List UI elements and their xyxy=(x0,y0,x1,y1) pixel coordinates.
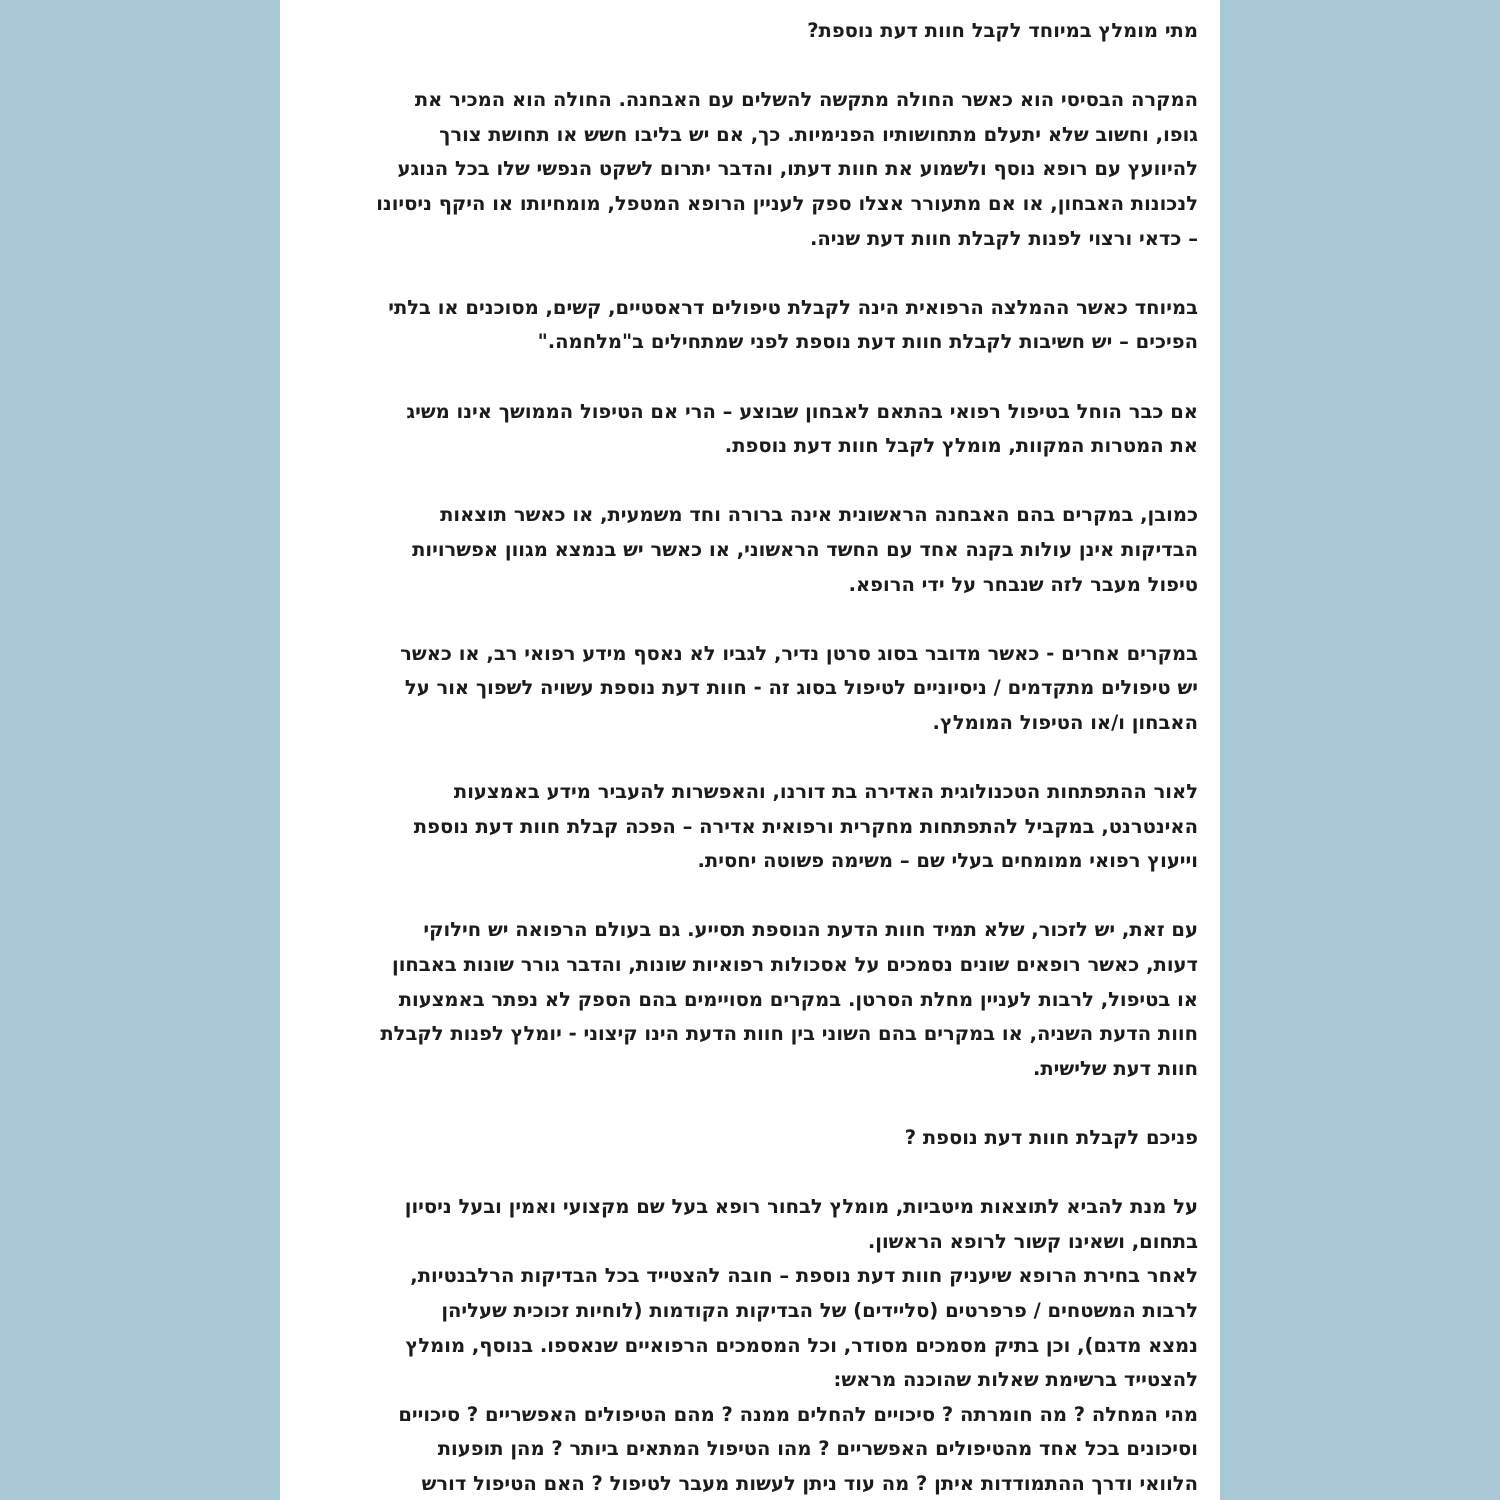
text-line: גופו, וחשוב שלא יתעלם מתחושותיו הפנימיות. כך, אם יש בליבו חשש או תחושת צורך xyxy=(439,122,1198,146)
text-line: במיוחד כאשר ההמלצה הרפואית הינה לקבלת טיפולים דראסטיים, קשים, מסוכנים או בלתי xyxy=(388,295,1198,319)
text-line: לאור ההתפתחות הטכנולוגית האדירה בת דורנו, והאפשרות להעביר מידע באמצעות xyxy=(453,780,1198,804)
section-heading-when-recommended: מתי מומלץ במיוחד לקבל חוות דעת נוספת? xyxy=(807,19,1198,42)
paragraph-gap xyxy=(302,49,1198,84)
text-line: נמצא מדגם), וכן בתיק מסמכים מסודר, וכל המסמכים הרפואיים שנאספו. בנוסף, מומלץ xyxy=(405,1333,1198,1357)
text-line: וייעוץ רפואי ממומחים בעלי שם – משימה פשוטה יחסית. xyxy=(697,849,1198,873)
text-line: טיפול מעבר לזה שנבחר על ידי הרופא. xyxy=(848,572,1198,596)
text-line: האינטרנט, במקביל להתפתחות מחקרית ורפואית אדירה – הפכה קבלת חוות דעת נוספת xyxy=(413,814,1198,838)
paragraph-technology xyxy=(302,775,1198,879)
text-line: מהי המחלה ? מה חומרתה ? סיכויים להחלים ממנה ? מהם הטיפולים האפשריים ? סיכויים xyxy=(398,1402,1198,1426)
text-line: להיוועץ עם רופא נוסף ולשמוע את חוות דעתו, והדבר יתרום לשקט הנפשי שלו בכל הנוגע xyxy=(397,157,1198,181)
paragraph-gap xyxy=(302,360,1198,395)
paragraph-gap xyxy=(302,1156,1198,1191)
paragraph-gap xyxy=(302,740,1198,775)
text-line: יש טיפולים מתקדמים / ניסיוניים לטיפול בסוג זה - חוות דעת נוספת עשויה לשפוך אור על xyxy=(404,676,1198,700)
paragraph-basic-case xyxy=(302,83,1198,256)
text-line: – כדאי ורצוי לפנות לקבלת חוות דעת שניה. xyxy=(809,226,1198,250)
paragraph-ongoing-treatment xyxy=(302,395,1198,464)
text-line: בתחום, ושאינו קשור לרופא הראשון. xyxy=(867,1229,1198,1253)
paragraph-gap xyxy=(302,602,1198,637)
text-line: להצטייד ברשימת שאלות שהוכנה מראש: xyxy=(833,1368,1198,1392)
scanned-page xyxy=(280,0,1220,1500)
paragraph-unclear-diagnosis xyxy=(302,498,1198,602)
text-line: חוות דעת שלישית. xyxy=(1032,1056,1198,1080)
text-line: וסיכונים בכל אחד מהטיפולים האפשריים ? מהו הטיפול המתאים ביותר ? מהן תופעות xyxy=(437,1437,1198,1461)
text-line: הבדיקות אינן עולות בקנה אחד עם החשד הראשוני, או כאשר יש בנמצא מגוון אפשרויות xyxy=(412,537,1198,561)
text-line: את המטרות המקוות, מומלץ לקבל חוות דעת נוספת. xyxy=(724,434,1198,458)
document-body xyxy=(280,14,1220,1500)
text-line: המקרה הבסיסי הוא כאשר החולה מתקשה להשלים עם האבחנה. החולה הוא המכיר את xyxy=(414,88,1198,112)
paragraph-choosing-doctor xyxy=(302,1190,1198,1500)
text-line: הפיכים – יש חשיבות לקבלת חוות דעת נוספת לפני שמתחילים ב"מלחמה." xyxy=(537,330,1198,354)
section-heading-how-to-apply: פניכם לקבלת חוות דעת נוספת ? xyxy=(904,1126,1198,1149)
paragraph-gap xyxy=(302,464,1198,499)
text-line: על מנת להביא לתוצאות מיטביות, מומלץ לבחור רופא בעל שם מקצועי ואמין ובעל ניסיון xyxy=(404,1195,1198,1219)
text-line: לנכונות האבחון, או אם מתעורר אצלו ספק לעניין הרופא המטפל, מומחיותו או היקף ניסיונו xyxy=(376,191,1198,215)
text-line: כמובן, במקרים בהם האבחנה הראשונית אינה ברורה וחד משמעית, או כאשר תוצאות xyxy=(440,503,1198,527)
text-line: או בטיפול, לרבות לעניין מחלת הסרטן. במקרים מסויימים בהם הספק לא נפתר באמצעות xyxy=(398,987,1198,1011)
paragraph-gap xyxy=(302,256,1198,291)
paragraph-gap xyxy=(302,1086,1198,1121)
text-line: האבחון ו/או הטיפול המומלץ. xyxy=(932,710,1198,734)
text-line: במקרים אחרים - כאשר מדובר בסוג סרטן נדיר, לגביו לא נאסף מידע רפואי רב, או כאשר xyxy=(400,641,1198,665)
text-line: לרבות המשטחים / פרפרטים (סליידים) של הבדיקות הקודמות (לוחיות זכוכית שעליהן xyxy=(441,1298,1198,1322)
text-line: עם זאת, יש לזכור, שלא תמיד חוות הדעת הנוספת תסייע. גם בעולם הרפואה יש חילוקי xyxy=(423,918,1198,942)
paragraph-drastic-treatments xyxy=(302,291,1198,360)
text-line: אם כבר הוחל בטיפול רפואי בהתאם לאבחון שבוצע – הרי אם הטיפול הממושך אינו משיג xyxy=(406,399,1198,423)
paragraph-gap xyxy=(302,879,1198,914)
text-line: הלוואי ודרך ההתמודדות איתן ? מה עוד ניתן לעשות מעבר לטיפול ? האם הטיפול דורש xyxy=(421,1471,1198,1495)
text-line: דעות, כאשר רופאים שונים נסמכים על אסכולות רפואיות שונות, והדבר גורר שונות באבחון xyxy=(392,953,1198,977)
text-line: חוות הדעת השניה, או במקרים בהם השוני בין חוות הדעת הינו קיצוני - יומלץ לפנות לקבלת xyxy=(380,1022,1198,1046)
paragraph-rare-cancer xyxy=(302,637,1198,741)
text-line: לאחר בחירת הרופא שיעניק חוות דעת נוספת – חובה להצטייד בכל הבדיקות הרלבנטיות, xyxy=(410,1264,1198,1288)
paragraph-differing-opinions xyxy=(302,913,1198,1086)
